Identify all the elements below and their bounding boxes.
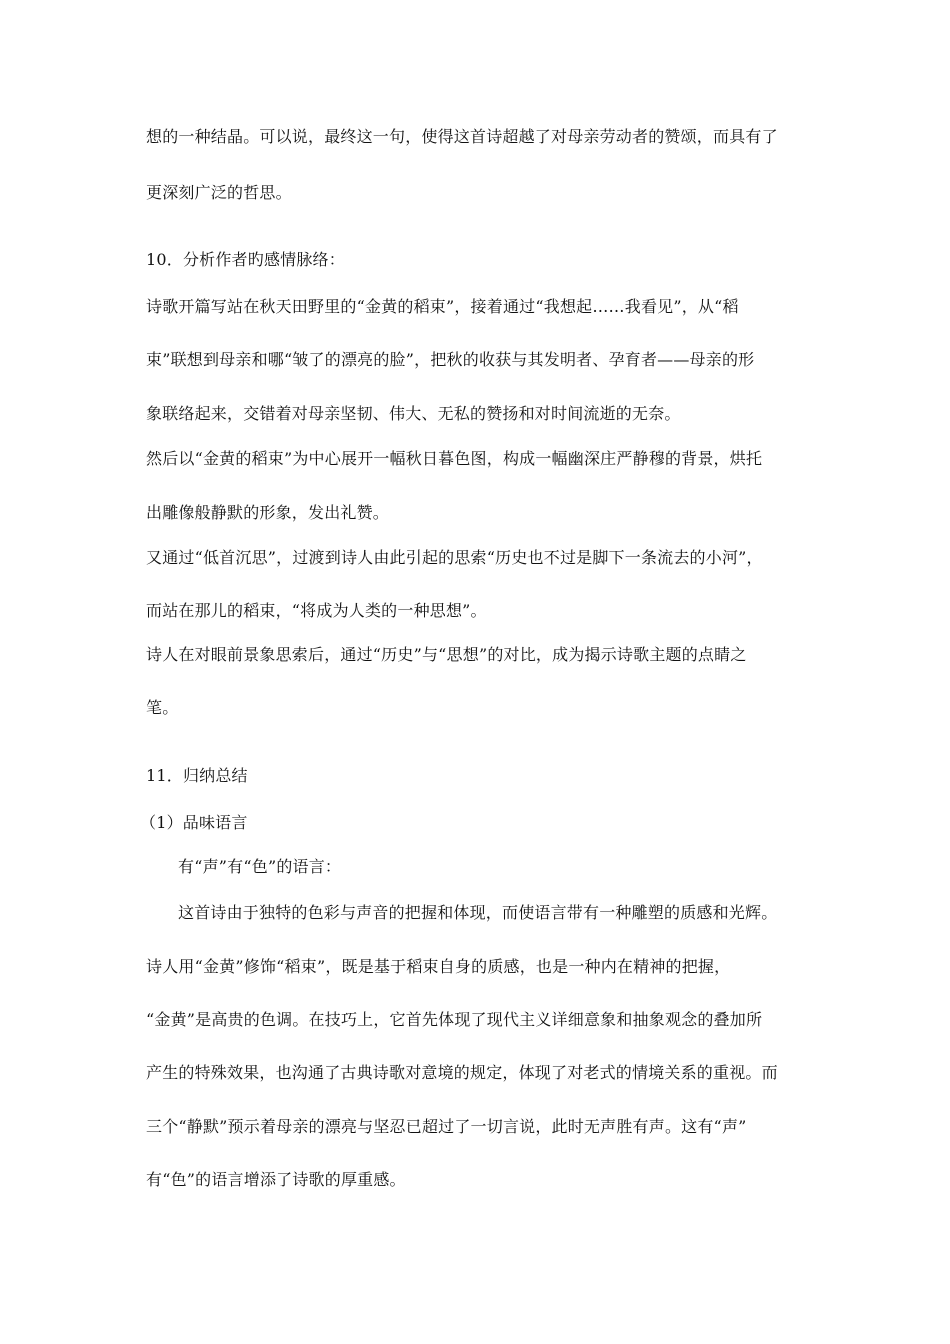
section-10-heading: 10．分析作者旳感情脉络： bbox=[146, 250, 345, 269]
section-10-p2-line-2: 出雕像般静默的形象，发出礼赞。 bbox=[146, 503, 390, 522]
section-11-para-line-3: “金黄”是高贵的色调。在技巧上，它首先体现了现代主义详细意象和抽象观念的叠加所 bbox=[146, 1010, 763, 1029]
section-10-p1-line-1: 诗歌开篇写站在秋天田野里的“金黄的稻束”，接着通过“我想起……我看见”，从“稻 bbox=[146, 297, 739, 316]
section-10-p4-line-1: 诗人在对眼前景象思索后，通过“历史”与“思想”的对比，成为揭示诗歌主题的点睛之 bbox=[146, 645, 747, 664]
section-11-lead: 有“声”有“色”的语言： bbox=[178, 857, 342, 876]
section-11-para-line-6: 有“色”的语言增添了诗歌的厚重感。 bbox=[146, 1170, 406, 1189]
section-11-para-line-5: 三个“静默”预示着母亲的漂亮与坚忍已超过了一切言说，此时无声胜有声。这有“声” bbox=[146, 1117, 747, 1136]
section-11-heading: 11．归纳总结 bbox=[146, 766, 248, 785]
section-10-p1-line-3: 象联络起来，交错着对母亲坚韧、伟大、无私的赞扬和对时间流逝的无奈。 bbox=[146, 404, 681, 423]
section-10-p4-line-2: 笔。 bbox=[146, 698, 179, 717]
section-10-p2-line-1: 然后以“金黄的稻束”为中心展开一幅秋日暮色图，构成一幅幽深庄严静穆的背景，烘托 bbox=[146, 449, 763, 468]
intro-line-1: 想的一种结晶。可以说，最终这一句，使得这首诗超越了对母亲劳动者的赞颂，而具有了 bbox=[146, 127, 778, 146]
section-11-para-line-4: 产生的特殊效果，也沟通了古典诗歌对意境的规定，体现了对老式的情境关系的重视。而 bbox=[146, 1063, 778, 1082]
intro-line-2: 更深刻广泛的哲思。 bbox=[146, 183, 292, 202]
section-10-p3-line-1: 又通过“低首沉思”，过渡到诗人由此引起的思索“历史也不过是脚下一条流去的小河”， bbox=[146, 548, 763, 567]
section-10-p3-line-2: 而站在那儿的稻束，“将成为人类的一种思想”。 bbox=[146, 601, 487, 620]
section-10-p1-line-2: 束”联想到母亲和哪“皱了的漂亮的脸”，把秋的收获与其发明者、孕育者——母亲的形 bbox=[146, 350, 755, 369]
section-11-subheading: （1）品味语言 bbox=[140, 813, 248, 832]
section-11-para-line-1: 这首诗由于独特的色彩与声音的把握和体现，而使语言带有一种雕塑的质感和光辉。 bbox=[178, 903, 778, 922]
section-11-para-line-2: 诗人用“金黄”修饰“稻束”，既是基于稻束自身的质感，也是一种内在精神的把握， bbox=[146, 957, 731, 976]
